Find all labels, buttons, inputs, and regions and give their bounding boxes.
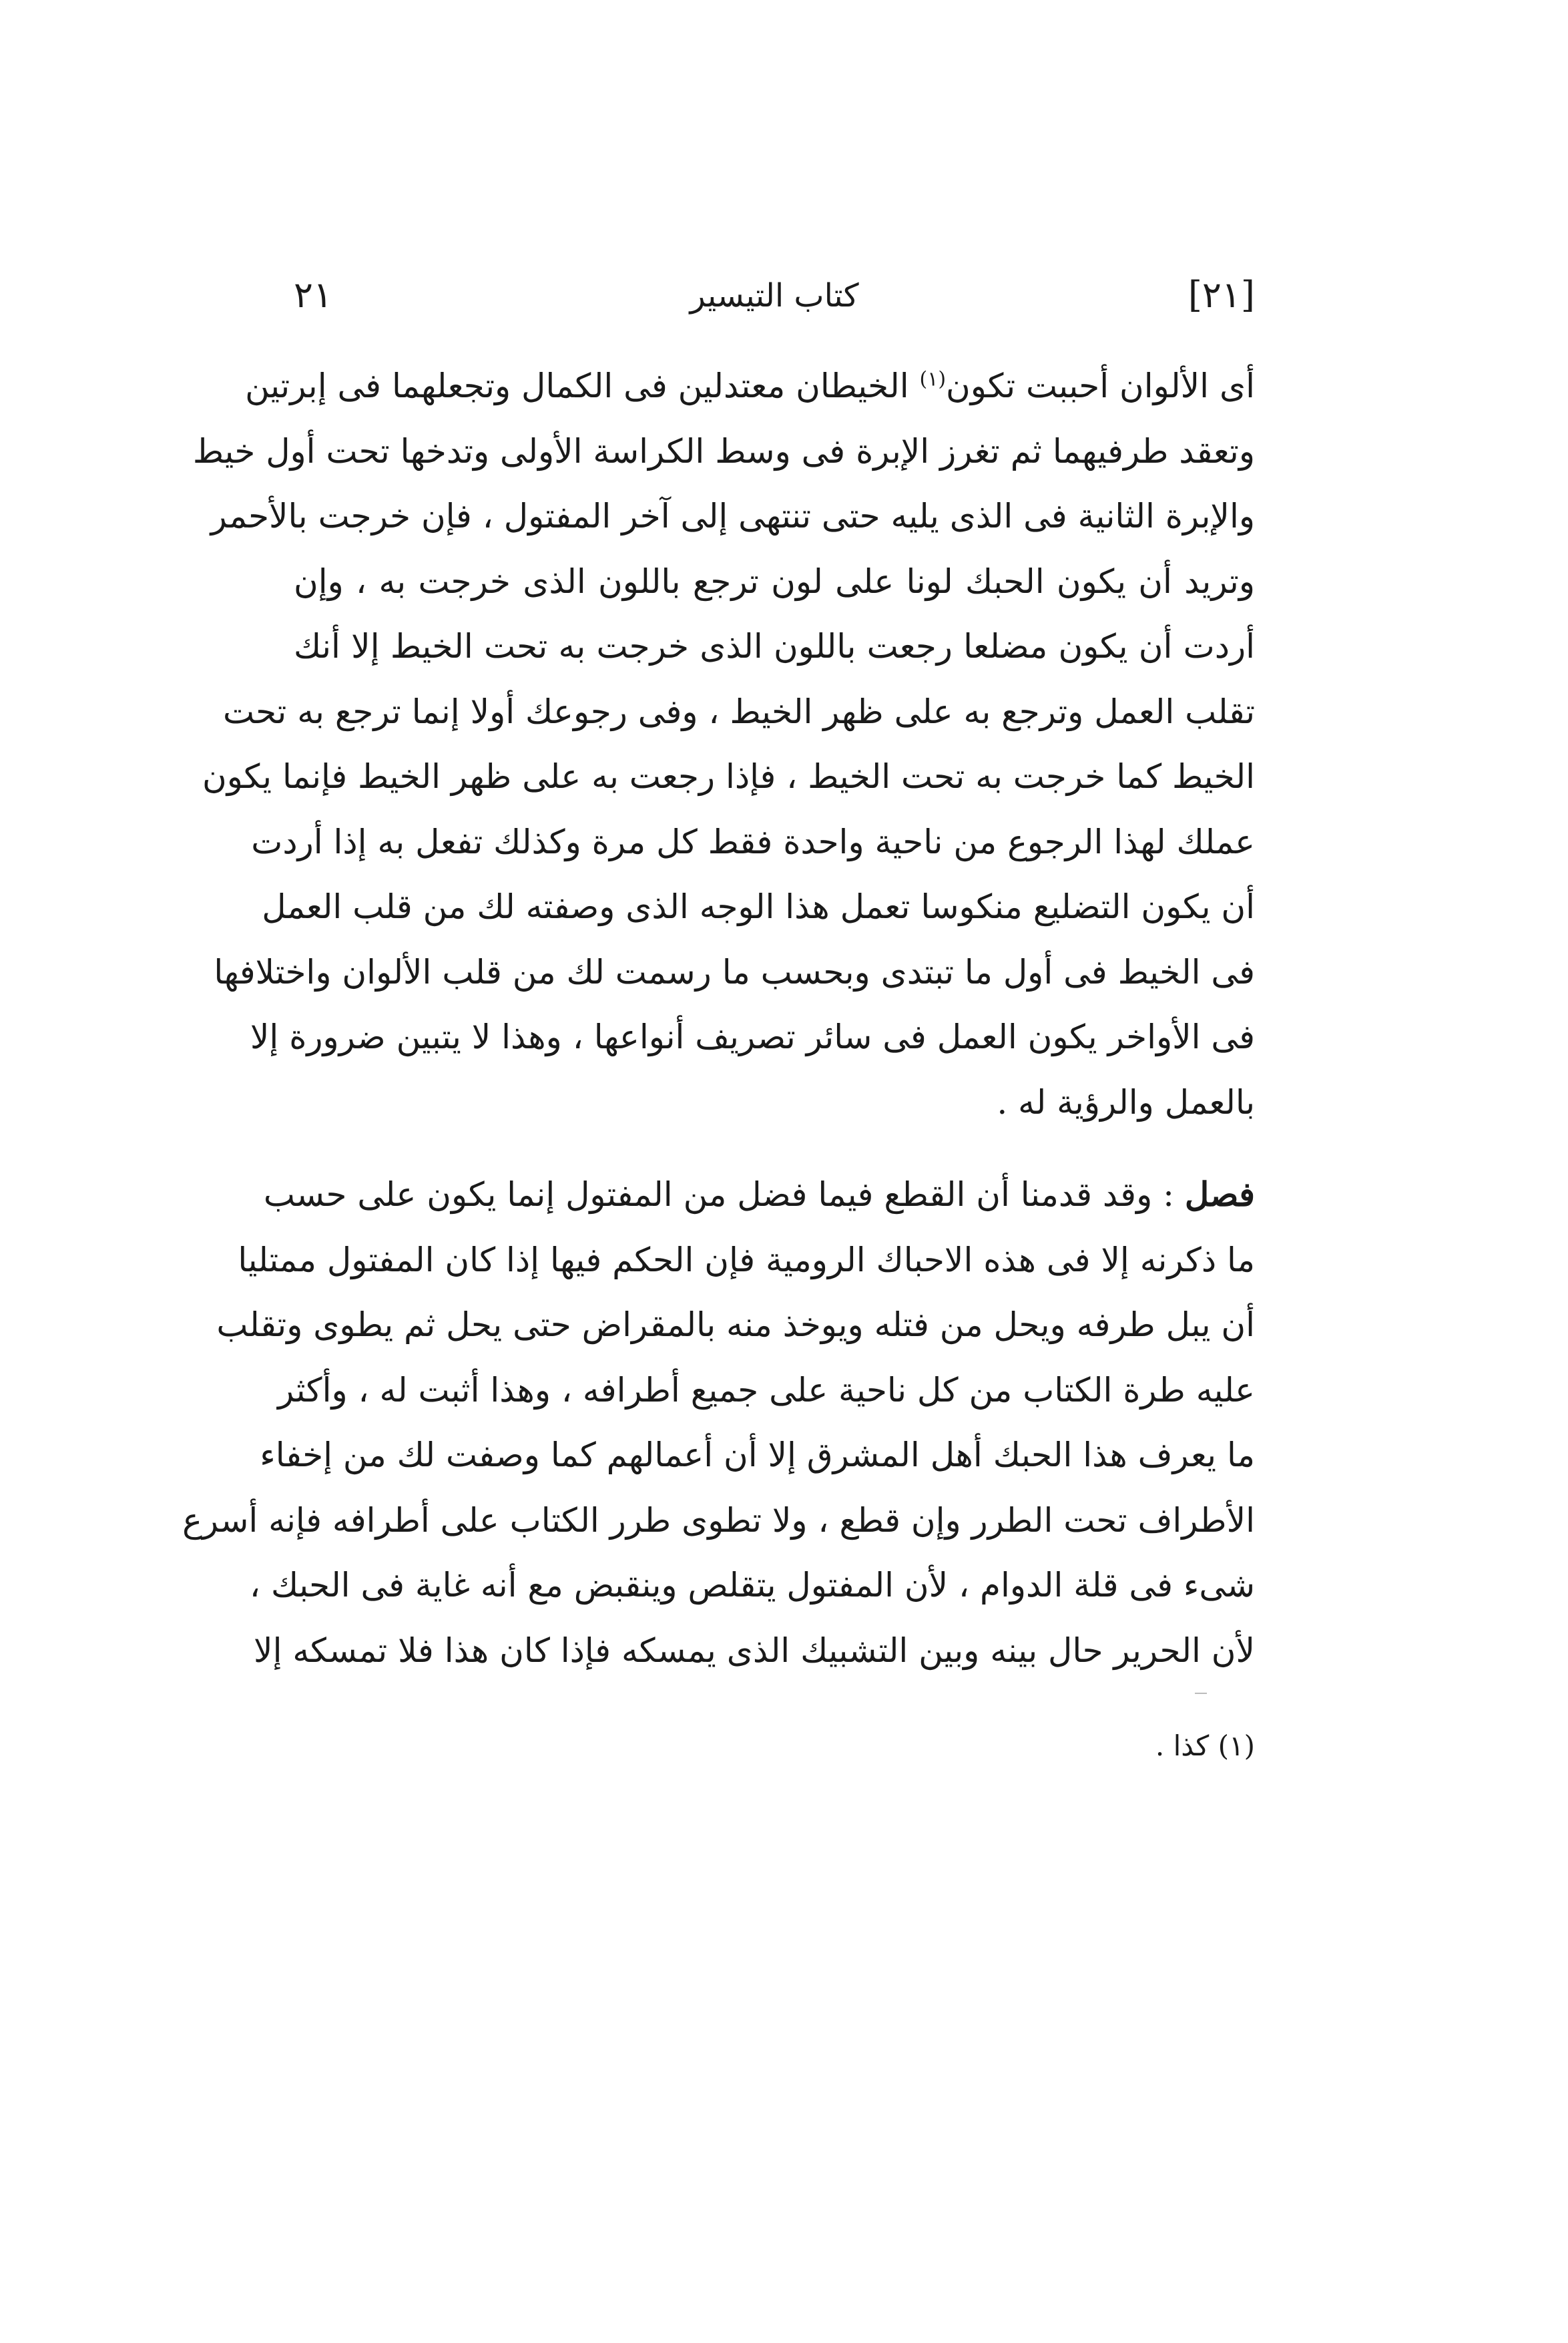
section-label: فصل: [1184, 1175, 1255, 1214]
paragraph-1: [192, 354, 1255, 1135]
text-line: [263, 1162, 1255, 1228]
text-line: أن يبل طرفه ويحل من فتله ويوخذ منه بالمقراض حتى يحل ثم يطوى وتقلب: [216, 1305, 1255, 1344]
text-segment: : وقد قدمنا أن القطع فيما فضل من المفتول إنما يكون على حسب: [263, 1175, 1185, 1214]
text-line: فى الخيط فى أول ما تبتدى وبحسب ما رسمت لك من قلب الألوان واختلافها: [214, 952, 1255, 992]
text-line: الخيط كما خرجت به تحت الخيط ، فإذا رجعت به على ظهر الخيط فإنما يكون: [202, 757, 1255, 796]
text-line: [245, 354, 1255, 419]
text-line: عملك لهذا الرجوع من ناحية واحدة فقط كل مرة وكذلك تفعل به إذا أردت: [251, 822, 1255, 861]
text-line: بالعمل والرؤية له .: [997, 1082, 1255, 1122]
text-line: ما يعرف هذا الحبك أهل المشرق إلا أن أعمالهم كما وصفت لك من إخفاء: [260, 1436, 1255, 1474]
text-line: أن يكون التضليع منكوسا تعمل هذا الوجه الذى وصفته لك من قلب العمل: [262, 887, 1255, 926]
text-line: وتريد أن يكون الحبك لونا على لون ترجع باللون الذى خرجت به ، وإن: [294, 562, 1255, 601]
text-line: عليه طرة الكتاب من كل ناحية على جميع أطرافه ، وهذا أثبت له ، وأكثر: [278, 1370, 1255, 1410]
page-number: ٢١: [294, 274, 333, 316]
text-line: أردت أن يكون مضلعا رجعت باللون الذى خرجت به تحت الخيط إلا أنك: [294, 627, 1255, 666]
footnote: (١) كذا .: [1155, 1729, 1255, 1762]
book-title: كتاب التيسير: [690, 277, 859, 314]
text-segment: أى الألوان أحببت تكون: [946, 367, 1255, 405]
section-number: [٢١]: [1188, 274, 1255, 316]
text-line: الأطراف تحت الطرر وإن قطع ، ولا تطوى طرر الكتاب على أطرافه فإنه أسرع: [182, 1500, 1255, 1540]
text-line: ما ذكرنه إلا فى هذه الاحباك الرومية فإن الحكم فيها إذا كان المفتول ممتليا: [238, 1240, 1255, 1279]
paragraph-2: [182, 1162, 1255, 1683]
text-line: والإبرة الثانية فى الذى يليه حتى تنتهى إلى آخر المفتول ، فإن خرجت بالأحمر: [210, 497, 1255, 536]
running-header: [294, 267, 1255, 341]
footnote-reference[interactable]: (١): [919, 367, 947, 391]
text-segment: الخيطان معتدلين فى الكمال وتجعلهما فى إبرتين: [245, 367, 920, 405]
footnote-divider: [1195, 1693, 1207, 1694]
text-line: وتعقد طرفيهما ثم تغرز الإبرة فى وسط الكراسة الأولى وتدخها تحت أول خيط: [192, 431, 1255, 471]
text-line: تقلب العمل وترجع به على ظهر الخيط ، وفى رجوعك أولا إنما ترجع به تحت: [223, 692, 1255, 731]
text-line: لأن الحرير حال بينه وبين التشبيك الذى يمسكه فإذا كان هذا فلا تمسكه إلا: [254, 1631, 1255, 1670]
text-line: فى الأواخر يكون العمل فى سائر تصريف أنواعها ، وهذا لا يتبين ضرورة إلا: [250, 1018, 1255, 1056]
text-line: شىء فى قلة الدوام ، لأن المفتول يتقلص وينقبض مع أنه غاية فى الحبك ،: [249, 1566, 1255, 1605]
